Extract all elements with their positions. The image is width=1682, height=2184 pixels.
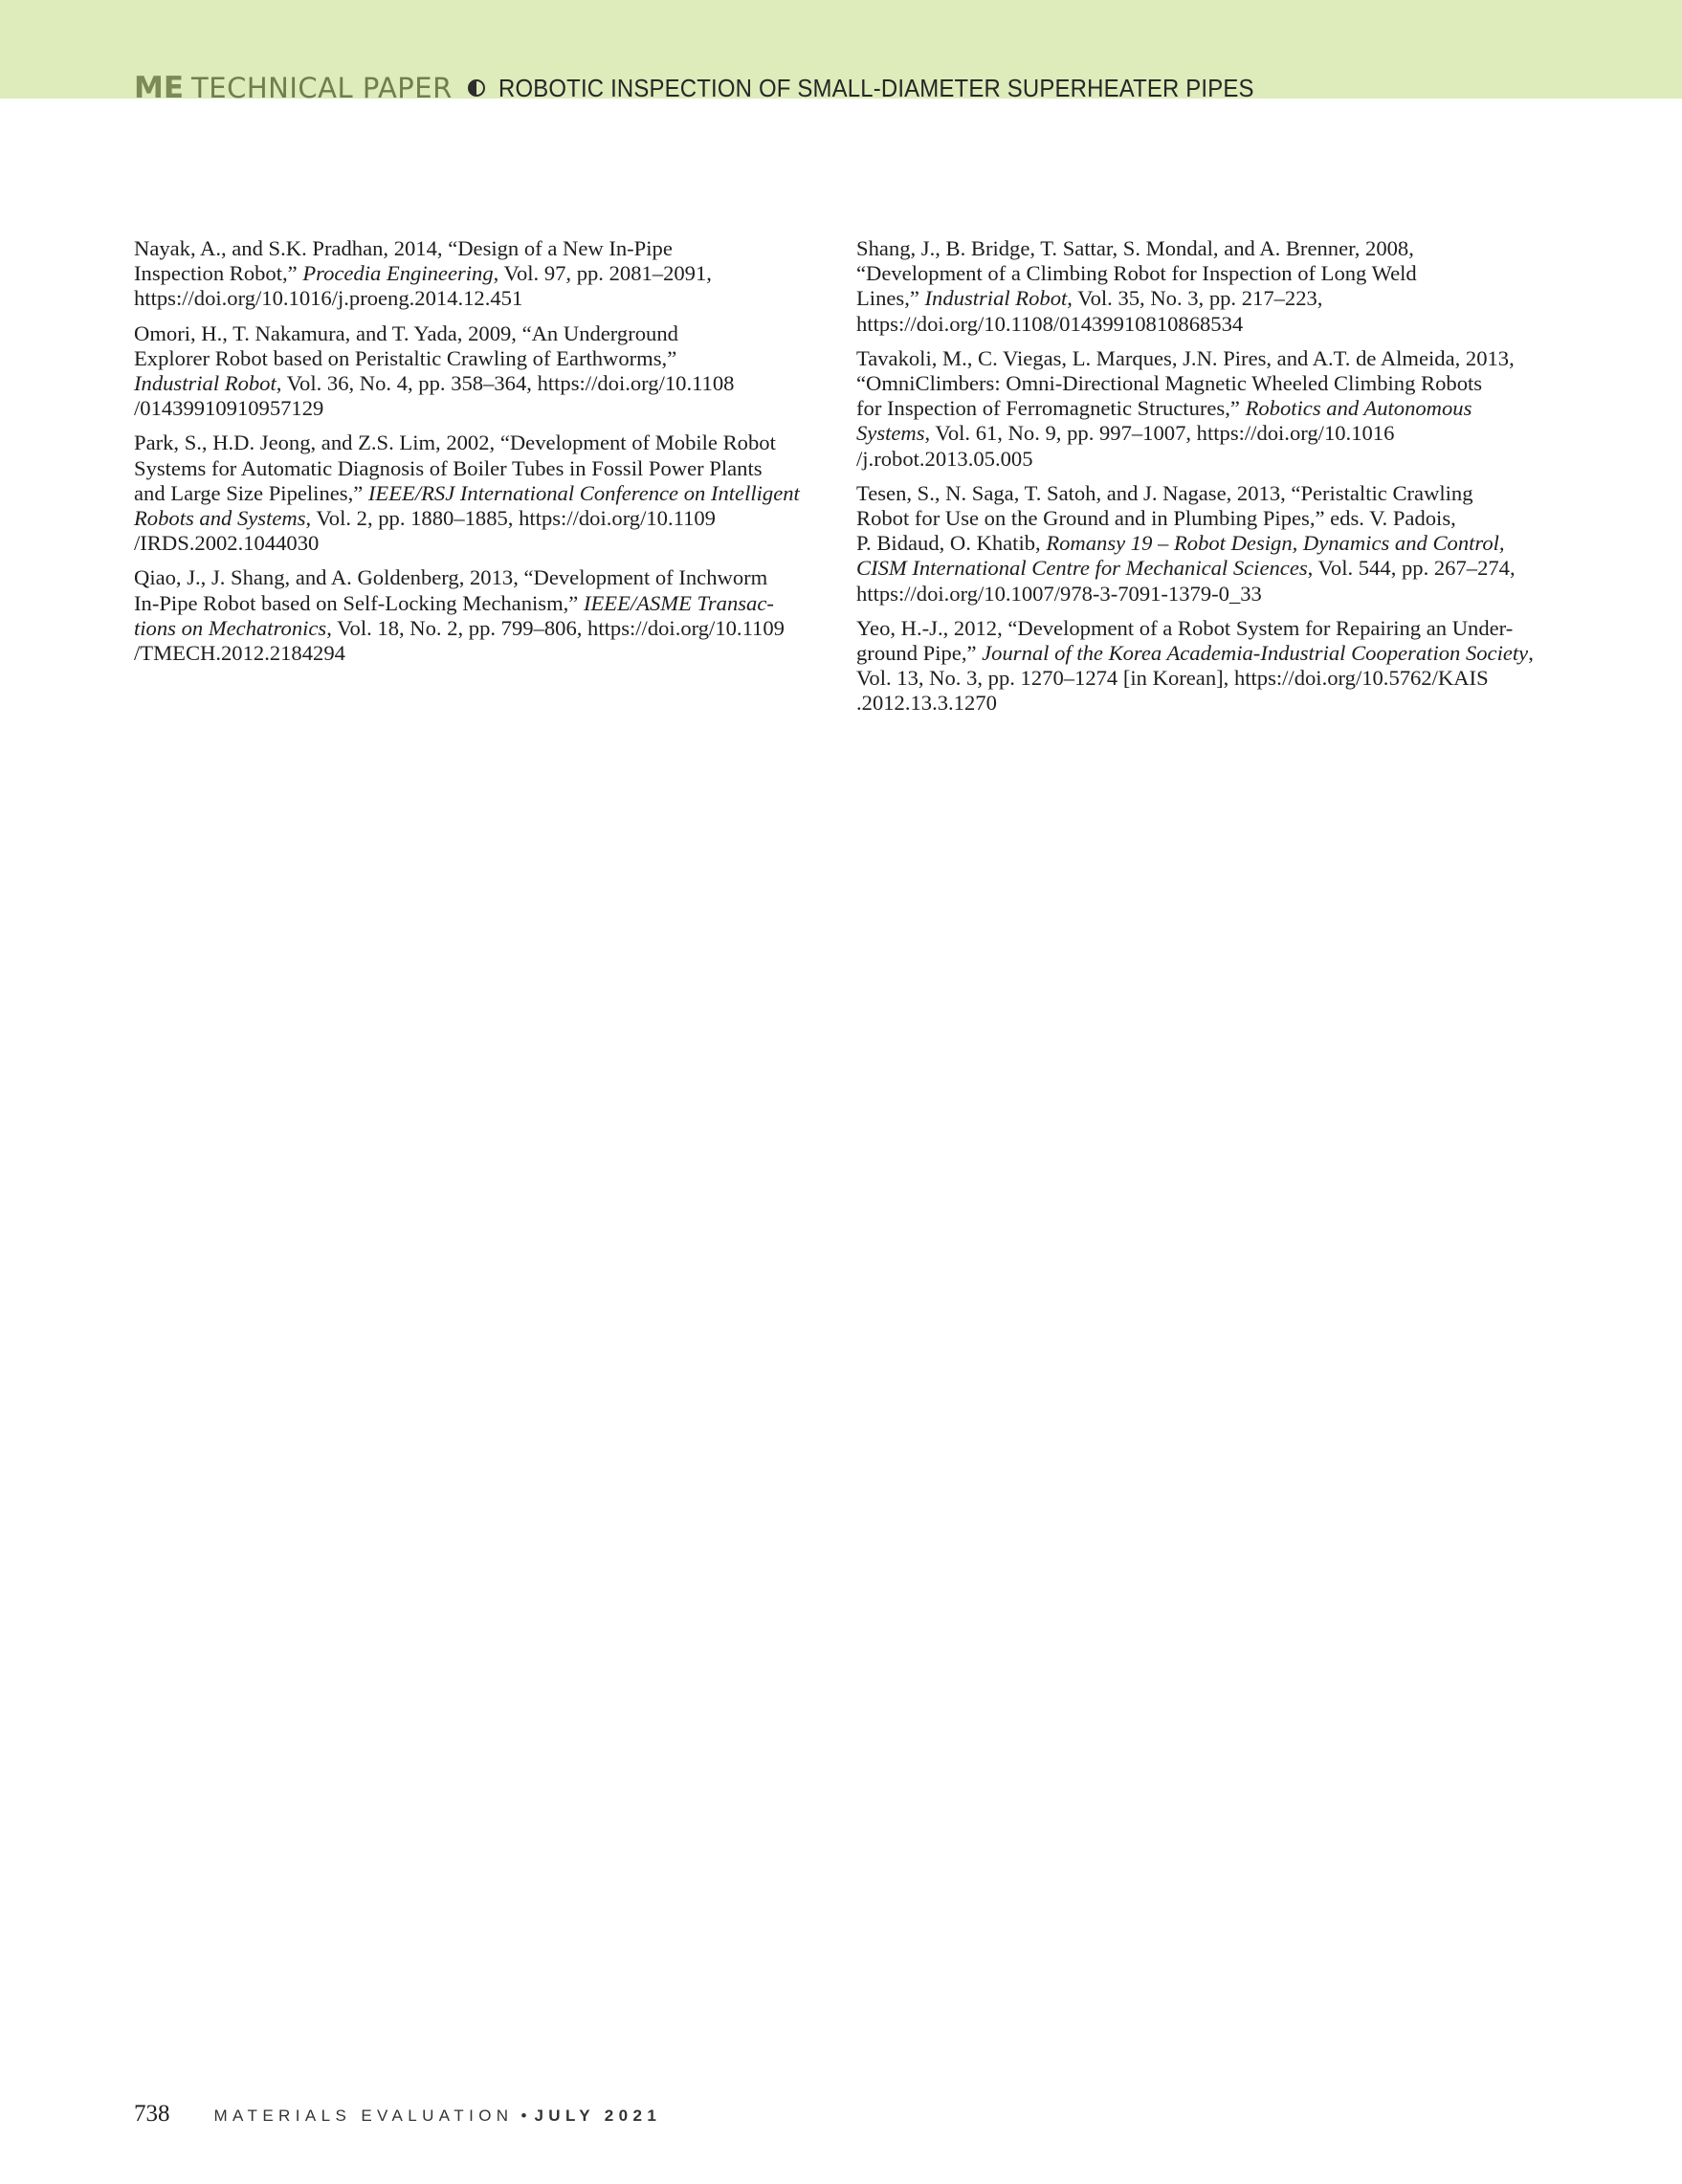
reference-entry [856,481,1545,607]
reference-line [134,565,823,590]
reference-line [856,691,1545,716]
reference-line [856,556,1545,581]
reference-text: P. Bidaud, O. Khatib, [856,531,1047,556]
reference-entry [856,346,1545,472]
reference-text: Tesen, S., N. Saga, T. Satoh, and J. Nagase, 2013, “Peristaltic Crawling [856,480,1473,505]
reference-text: , Vol. 2, pp. 1880–1885, https://doi.org/10.1109 [305,506,716,531]
reference-source-title: Robots and Systems [134,506,306,531]
reference-source-title: Robotics and Autonomous [1245,396,1472,421]
reference-line [134,286,823,311]
reference-text: Qiao, J., J. Shang, and A. Goldenberg, 2013, “Development of Inchworm [134,565,768,590]
reference-source-title: CISM International Centre for Mechanical Sciences [856,556,1308,581]
page-number: 738 [134,2101,170,2127]
reference-line [856,641,1545,666]
reference-line [134,591,823,616]
reference-text: /01439910910957129 [134,396,324,421]
reference-line [856,346,1545,371]
page-footer [134,2101,661,2128]
reference-text: for Inspection of Ferromagnetic Structures,” [856,396,1246,421]
reference-text: , Vol. 97, pp. 2081–2091, [493,261,712,286]
reference-text: Vol. 13, No. 3, pp. 1270–1274 [in Korean], https://doi.org/10.5762/KAIS [856,666,1489,691]
references-left-column [134,236,823,675]
reference-source-title: Systems [856,421,925,446]
reference-line [134,531,823,556]
reference-line [134,321,823,346]
footer-separator: • [520,2107,527,2125]
reference-line [134,616,823,641]
reference-entry [856,236,1545,337]
reference-entry [134,321,823,422]
reference-source-title: Procedia Engineering [302,261,494,286]
reference-text: , Vol. 35, No. 3, pp. 217–223, [1067,286,1323,311]
reference-line [856,666,1545,691]
reference-text: , Vol. 18, No. 2, pp. 799–806, https://doi.org/10.1109 [326,615,785,640]
reference-text: “Development of a Climbing Robot for Inspection of Long Weld [856,261,1417,286]
reference-text: Lines,” [856,286,925,311]
reference-line [134,236,823,261]
half-circle-bullet-icon [468,79,485,97]
reference-entry [134,430,823,556]
reference-source-title: IEEE/ASME Transac- [583,590,774,615]
section-label: TECHNICAL PAPER [191,72,453,104]
reference-source-title: Industrial Robot [924,286,1068,311]
reference-text: https://doi.org/10.1007/978-3-7091-1379-0_33 [856,581,1262,606]
reference-line [856,261,1545,286]
reference-text: Shang, J., B. Bridge, T. Sattar, S. Mondal, and A. Brenner, 2008, [856,236,1414,260]
reference-text: .2012.13.3.1270 [856,691,997,716]
reference-line [856,481,1545,506]
reference-text: , Vol. 544, pp. 267–274, [1307,556,1516,581]
running-header [134,69,1319,107]
reference-entry [134,565,823,666]
reference-line [856,531,1545,556]
reference-text: “OmniClimbers: Omni-Directional Magnetic Wheeled Climbing Robots [856,371,1483,396]
reference-text: Omori, H., T. Nakamura, and T. Yada, 2009, “An Underground [134,320,678,345]
reference-line [134,261,823,286]
reference-line [856,371,1545,396]
reference-line [856,447,1545,472]
journal-name: MATERIALS EVALUATION [213,2107,514,2125]
reference-text: In-Pipe Robot based on Self-Locking Mechanism,” [134,590,584,615]
reference-line [856,506,1545,531]
reference-text: https://doi.org/10.1108/01439910810868534 [856,311,1244,336]
reference-text: Tavakoli, M., C. Viegas, L. Marques, J.N. Pires, and A.T. de Almeida, 2013, [856,345,1515,370]
reference-text: /TMECH.2012.2184294 [134,641,345,666]
reference-line [856,616,1545,641]
reference-line [856,312,1545,337]
reference-line [134,456,823,481]
reference-line [856,582,1545,607]
reference-entry [856,616,1545,717]
reference-text: /IRDS.2002.1044030 [134,531,320,556]
reference-line [856,236,1545,261]
issue-date: JULY 2021 [534,2107,662,2125]
reference-line [134,641,823,666]
reference-text: and Large Size Pipelines,” [134,480,368,505]
reference-text: , Vol. 36, No. 4, pp. 358–364, https://doi.org/10.1108 [276,371,735,396]
reference-text: Robot for Use on the Ground and in Plumbing Pipes,” eds. V. Padois, [856,506,1456,531]
reference-source-title: tions on Mechatronics [134,615,327,640]
reference-line [856,396,1545,421]
reference-text: , Vol. 61, No. 9, pp. 997–1007, https://doi.org/10.1016 [924,421,1395,446]
reference-text: https://doi.org/10.1016/j.proeng.2014.12.451 [134,286,523,311]
reference-text: Yeo, H.-J., 2012, “Development of a Robot System for Repairing an Under- [856,615,1514,640]
reference-text: ground Pipe,” [856,641,983,666]
reference-source-title: IEEE/RSJ International Conference on Intelligent [367,480,800,505]
reference-line [134,396,823,421]
reference-source-title: Industrial Robot [134,371,277,396]
reference-text: , [1528,641,1534,666]
reference-text: Nayak, A., and S.K. Pradhan, 2014, “Design of a New In-Pipe [134,236,673,260]
reference-entry [134,236,823,312]
references-right-column [856,236,1545,726]
running-title: ROBOTIC INSPECTION OF SMALL-DIAMETER SUPERHEATER PIPES [498,73,1254,102]
reference-text: Inspection Robot,” [134,261,303,286]
reference-text: Systems for Automatic Diagnosis of Boiler Tubes in Fossil Power Plants [134,455,763,480]
reference-source-title: Journal of the Korea Academia-Industrial Cooperation Society [982,641,1529,666]
reference-line [134,430,823,455]
reference-line [134,481,823,506]
reference-line [134,506,823,531]
reference-line [856,286,1545,311]
reference-text: Park, S., H.D. Jeong, and Z.S. Lim, 2002, “Development of Mobile Robot [134,430,776,455]
reference-text: /j.robot.2013.05.005 [856,446,1033,471]
reference-source-title: Romansy 19 – Robot Design, Dynamics and Control, [1046,531,1505,556]
brand-logo: ME [134,71,185,105]
reference-text: Explorer Robot based on Peristaltic Crawling of Earthworms,” [134,345,677,370]
reference-line [134,346,823,371]
reference-line [856,421,1545,446]
reference-line [134,371,823,396]
